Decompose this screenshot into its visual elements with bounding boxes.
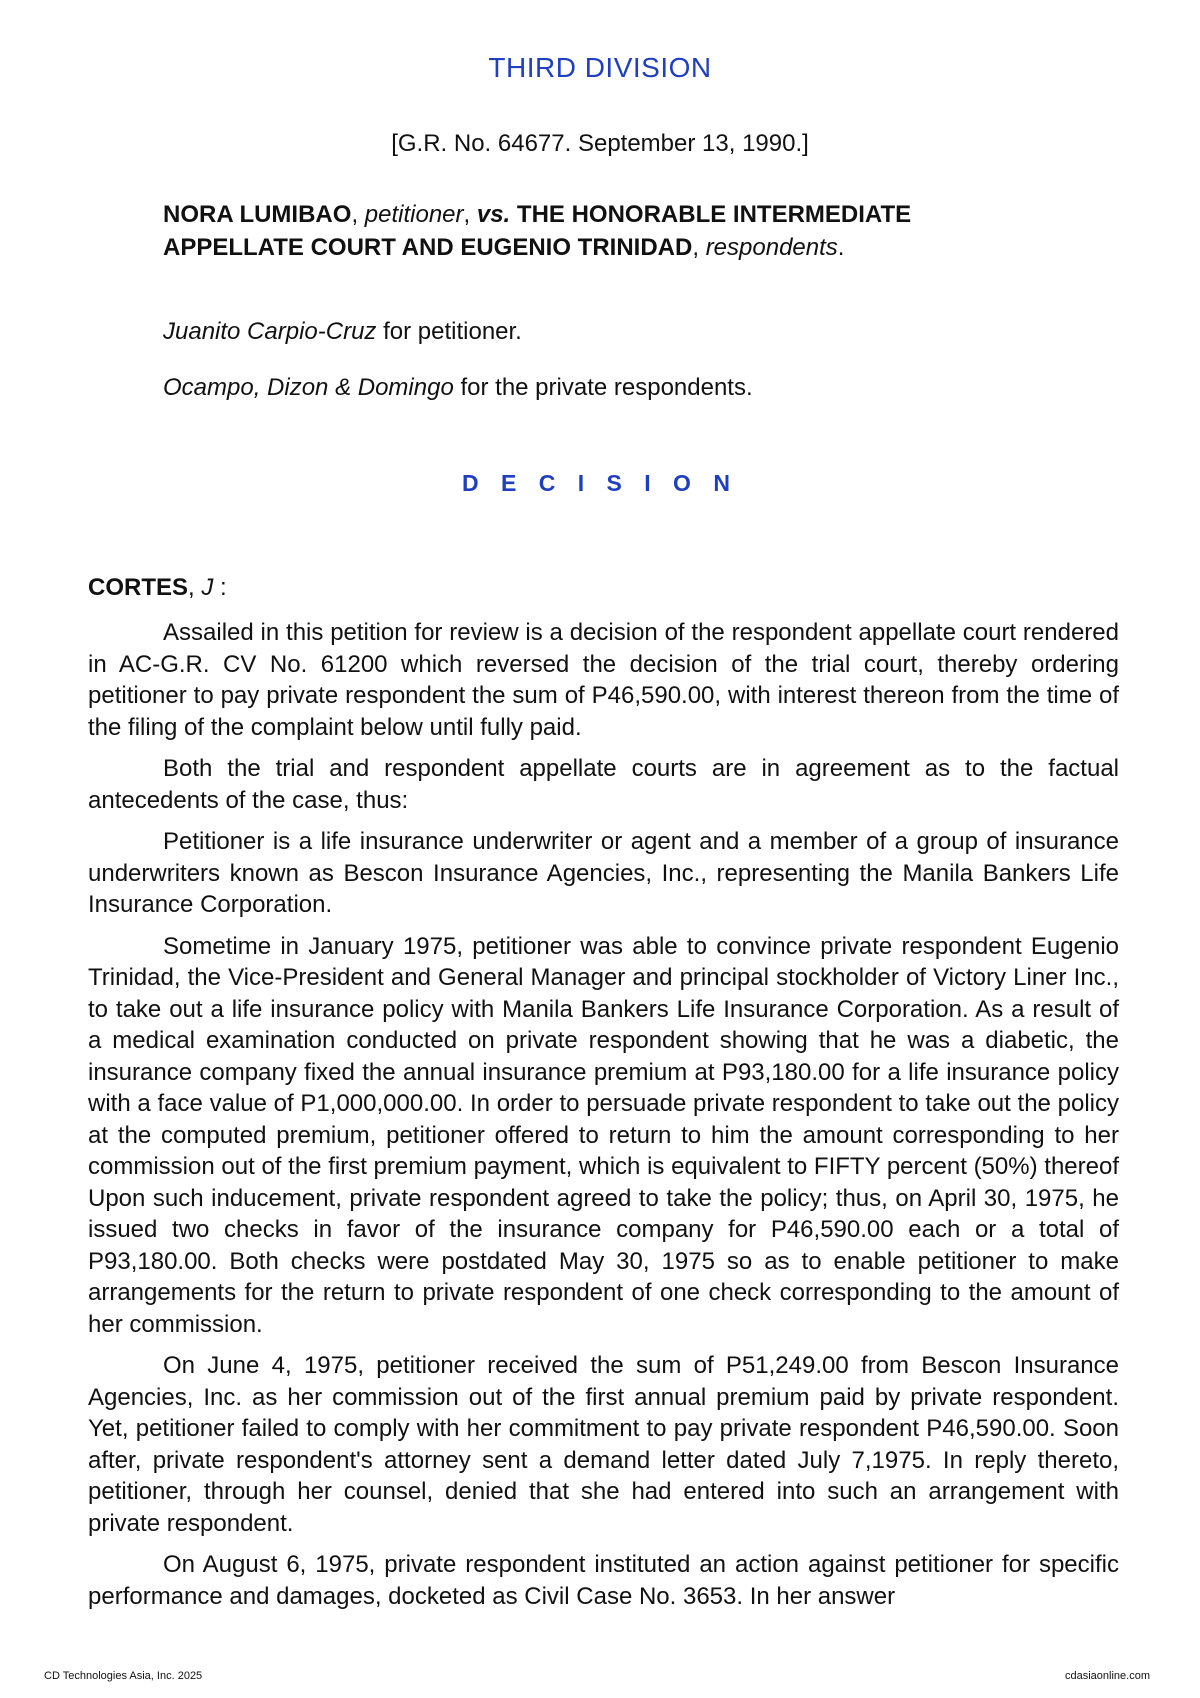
ponente: CORTES, J : bbox=[88, 574, 227, 601]
petitioner-role: petitioner bbox=[364, 201, 464, 228]
paragraph: On June 4, 1975, petitioner received the sum of P51,249.00 from Bescon Insurance Agencies, Inc. as her commission out of the first annual premium paid by private respondent. Yet, petitioner failed to comply with her commitment to pay private respondent P46,590.00. Soon after, private respondent's attorney sent a demand letter dated July 7,1975. In reply thereto, petitioner, through her counsel, denied that she had entered into such an arrangement with private respondent. bbox=[88, 1352, 1119, 1537]
counsel-petitioner-name: Juanito Carpio-Cruz bbox=[163, 318, 377, 345]
paragraph: Assailed in this petition for review is a decision of the respondent appellate court rendered in AC-G.R. CV No. 61200 which reversed the decision of the trial court, thereby ordering petitioner to pay private respondent the sum of P46,590.00, with interest thereon from the time of the filing of the complaint below until fully paid. bbox=[88, 619, 1119, 741]
counsel-respondents-for: for the private respondents. bbox=[460, 374, 753, 401]
ponente-name: CORTES bbox=[88, 574, 189, 601]
footer-website: cdasiaonline.com bbox=[1065, 1670, 1150, 1682]
counsel-respondents bbox=[163, 374, 753, 402]
case-parties: NORA LUMIBAO, petitioner, vs. THE HONORABLE INTERMEDIATE APPELLATE COURT AND EUGENIO TRINIDAD, respondents. bbox=[163, 201, 912, 261]
paragraph: Petitioner is a life insurance underwriter or agent and a member of a group of insurance underwriters known as Bescon Insurance Agencies, Inc., representing the Manila Bankers Life Insurance Corporation. bbox=[88, 828, 1119, 918]
ponente-title: J bbox=[201, 574, 214, 601]
respondent-role: respondents bbox=[705, 234, 838, 261]
footer-copyright: CD Technologies Asia, Inc. 2025 bbox=[44, 1670, 203, 1682]
paragraph: Both the trial and respondent appellate courts are in agreement as to the factual antecedents of the case, thus: bbox=[88, 755, 1119, 814]
decision-body bbox=[88, 617, 1119, 1622]
division-heading: THIRD DIVISION bbox=[488, 52, 712, 83]
petitioner-name: NORA LUMIBAO bbox=[163, 201, 352, 228]
counsel-petitioner bbox=[163, 318, 522, 346]
decision-heading: D E C I S I O N bbox=[462, 470, 738, 496]
counsel-petitioner-for: for petitioner. bbox=[383, 318, 522, 345]
counsel-respondents-name: Ocampo, Dizon & Domingo bbox=[163, 374, 454, 401]
paragraph: Sometime in January 1975, petitioner was able to convince private respondent Eugenio Trinidad, the Vice-President and General Manager and principal stockholder of Victory Liner Inc., to take out a life insurance policy with Manila Bankers Life Insurance Corporation. As a result of a medical examination conducted on private respondent showing that he was a diabetic, the insurance company fixed the annual insurance premium at P93,180.00 for a life insurance policy with a face value of P1,000,000.00. In order to persuade private respondent to take out the policy at the computed premium, petitioner offered to return to him the amount corresponding to her commission out of the first premium payment, which is equivalent to FIFTY percent (50%) thereof Upon such inducement, private respondent agreed to take the policy; thus, on April 30, 1975, he issued two checks in favor of the insurance company for P46,590.00 each or a total of P93,180.00. Both checks were postdated May 30, 1975 so as to enable petitioner to make arrangements for the return to private respondent of one check corresponding to the amount of her commission. bbox=[88, 932, 1119, 1338]
case-number: [G.R. No. 64677. September 13, 1990.] bbox=[391, 130, 809, 157]
versus-label: vs. bbox=[476, 201, 511, 228]
paragraph: On August 6, 1975, private respondent instituted an action against petitioner for specific performance and damages, docketed as Civil Case No. 3653. In her answer bbox=[88, 1551, 1119, 1610]
respondent-names: THE HONORABLE INTERMEDIATE APPELLATE COURT AND EUGENIO TRINIDAD bbox=[163, 201, 912, 261]
